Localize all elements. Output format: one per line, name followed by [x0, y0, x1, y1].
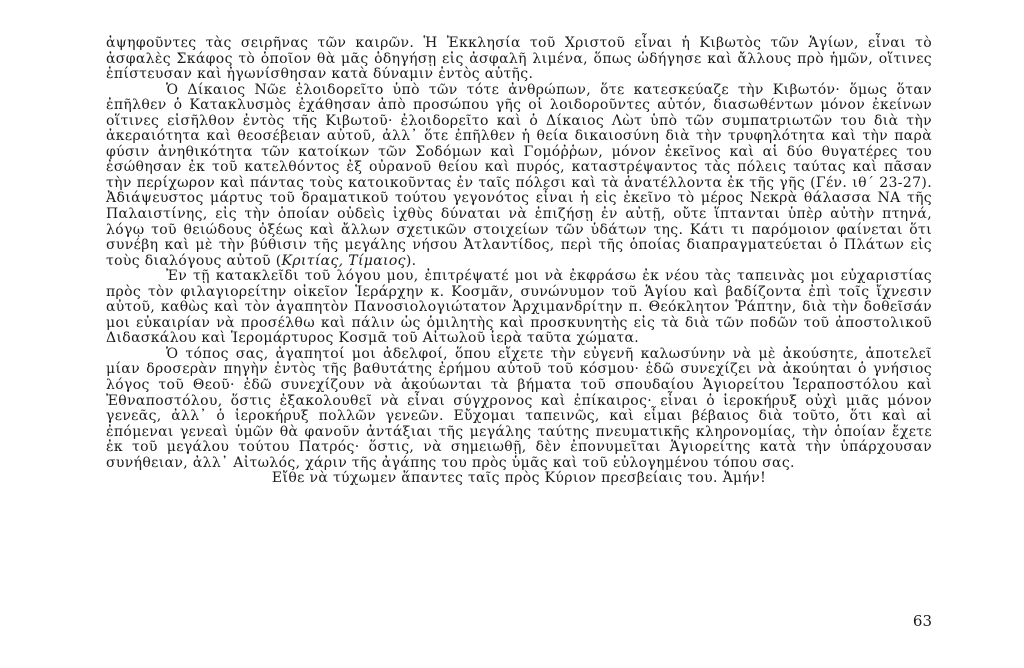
- page-number: 63: [912, 612, 932, 630]
- document-page: [106, 36, 932, 487]
- dialogues-title: Κριτίας, Τίμαιος: [281, 252, 406, 269]
- closing-line: Εἴθε νὰ τύχωμεν ἅπαντες ταῖς πρὸς Κύριον πρεσβείαις του. Ἀμήν!: [271, 470, 767, 487]
- paragraph-2: [106, 83, 932, 270]
- paragraph-2-text: Ὁ Δίκαιος Νῶε ἐλοιδορεῖτο ὑπὸ τῶν τότε ἀνθρώπων, ὅτε κατεσκεύαζε τὴν Κιβωτόν· ὅμως ὅταν ἐπῆλθεν ὁ Κατακλυσμὸς ἐχάθησαν ἀπὸ προσώπου γῆς οἱ λοιδοροῦντες αὐτόν, διασωθέντων μόνον ἐκείνων οἵτινες εἰσῆλθον ἐντὸς τῆς Κιβωτοῦ· ἐλοιδορεῖτο καὶ ὁ Δίκαιος Λὼτ ὑπὸ τῶν συμπατριωτῶν του διὰ τὴν ἀκεραιότητα καὶ θεοσέβειαν αὐτοῦ, ἀλλ᾽ ὅτε ἐπῆλθεν ἡ θεία δικαιοσύνη διὰ τὴν τρυφηλότητα καὶ τὴν παρὰ φύσιν ἀνηθικότητα τῶν κατοίκων τῶν Σοδόμων καὶ Γομόῤῥων, μόνον ἐκεῖνος καὶ αἱ δύο θυγατέρες του ἐσώθησαν ἐκ τοῦ κατελθόντος ἐξ οὐρανοῦ θείου καὶ πυρός, καταστρέψαντος τὰς πόλεις ταύτας καὶ πᾶσαν τὴν περίχωρον καὶ πάντας τοὺς κατοικοῦντας ἐν ταῖς πόλεσι καὶ τὰ ἀνατέλλοντα ἐκ τῆς γῆς (Γέν. ιθ´ 23-27). Ἀδιάψευστος μάρτυς τοῦ δραματικοῦ τούτου γεγονότος εἶναι ἡ εἰς ἐκεῖνο τὸ μέρος Νεκρὰ θάλασσα ΝΑ τῆς Παλαιστίνης, εἰς τὴν ὁποίαν οὐδεὶς ἰχθὺς δύναται νὰ ἐπιζήσῃ ἐν αὐτῇ, οὔτε ἵπτανται ὑπὲρ αὐτὴν πτηνά, λόγῳ τοῦ θειώδους ὀξέως καὶ ἄλλων σχετικῶν στοιχείων τῶν ὑδάτων της. Κάτι τι παρόμοιον φαίνεται ὅτι συνέβη καὶ μὲ τὴν βύθισιν τῆς μεγάλης νήσου Ἀτλαντίδος, περὶ τῆς ὁποίας διαπραγματεύεται ὁ Πλάτων εἰς τοὺς διαλόγους αὐτοῦ (: [106, 81, 932, 269]
- paragraph-1: ἀψηφοῦντες τὰς σειρῆνας τῶν καιρῶν. Ἡ Ἐκκλησία τοῦ Χριστοῦ εἶναι ἡ Κιβωτὸς τῶν Ἁγίων, εἶναι τὸ ἀσφαλὲς Σκάφος τὸ ὁποῖον θὰ μᾶς ὁδηγήσῃ εἰς ἀσφαλῆ λιμένα, ὅπως ὡδήγησε καὶ ἄλλους πρὸ ἡμῶν, οἵτινες ἐπίστευσαν καὶ ἠγωνίσθησαν κατὰ δύναμιν ἐντὸς αὐτῆς.: [106, 35, 932, 83]
- paragraph-3: Ἐν τῇ κατακλεῖδι τοῦ λόγου μου, ἐπιτρέψατέ μοι νὰ ἐκφράσω ἐκ νέου τὰς ταπεινὰς μοι εὐχαριστίας πρὸς τὸν φιλαγιορείτην οἰκεῖον Ἱεράρχην κ. Κοσμᾶν, συνώνυμον τοῦ Ἁγίου καὶ βαδίζοντα ἐπὶ τοῖς ἴχνεσιν αὐτοῦ, καθὼς καὶ τὸν ἀγαπητὸν Πανοσιολογιώτατον Ἀρχιμανδρίτην π. Θεόκλητον Ῥάπτην, διὰ τὴν δοθεῖσάν μοι εὐκαιρίαν νὰ προσέλθω καὶ πάλιν ὡς ὁμιλητὴς καὶ προσκυνητὴς εἰς τὰ διὰ τῶν ποδῶν τοῦ ἀποστολικοῦ Διδασκάλου καὶ Ἱερομάρτυρος Κοσμᾶ τοῦ Αἰτωλοῦ ἱερὰ ταῦτα χώματα.: [106, 268, 932, 347]
- paragraph-4: Ὁ τόπος σας, ἀγαπητοί μοι ἀδελφοί, ὅπου εἴχετε τὴν εὐγενῆ καλωσύνην νὰ μὲ ἀκούσητε, ἀποτελεῖ μίαν δροσερὰν πηγὴν ἐντὸς τῆς βαθυτάτης ἐρήμου αὐτοῦ τοῦ κόσμου· ἐδῶ συνεχίζει νὰ ἀκούηται ὁ γνήσιος λόγος τοῦ Θεοῦ· ἐδῶ συνεχίζουν νὰ ἀκούωνται τὰ βήματα τοῦ σπουδαίου Ἁγιορείτου Ἱεραποστόλου καὶ Ἐθναποστόλου, ὅστις ἐξακολουθεῖ νὰ εἶναι σύγχρονος καὶ ἐπίκαιρος· εἶναι ὁ ἱεροκήρυξ οὐχὶ μιᾶς μόνον γενεᾶς, ἀλλ᾽ ὁ ἱεροκήρυξ πολλῶν γενεῶν. Εὔχομαι ταπεινῶς, καὶ εἶμαι βέβαιος διὰ τοῦτο, ὅτι καὶ αἱ ἐπόμεναι γενεαὶ ὑμῶν θὰ φανοῦν ἀντάξιαι τῆς μεγάλης ταύτης πνευματικῆς κληρονομίας, τὴν ὁποίαν ἔχετε ἐκ τοῦ μεγάλου τούτου Πατρός· ὅστις, νὰ σημειωθῇ, δὲν ἐπονυμεῖται Ἁγιορείτης κατὰ τὴν ὑπάρχουσαν συνήθειαν, ἀλλ᾽ Αἰτωλός, χάριν τῆς ἀγάπης του πρὸς ὑμᾶς καὶ τοῦ εὐλογημένου τόπου σας.: [106, 345, 932, 471]
- paragraph-2-close: ).: [405, 252, 417, 269]
